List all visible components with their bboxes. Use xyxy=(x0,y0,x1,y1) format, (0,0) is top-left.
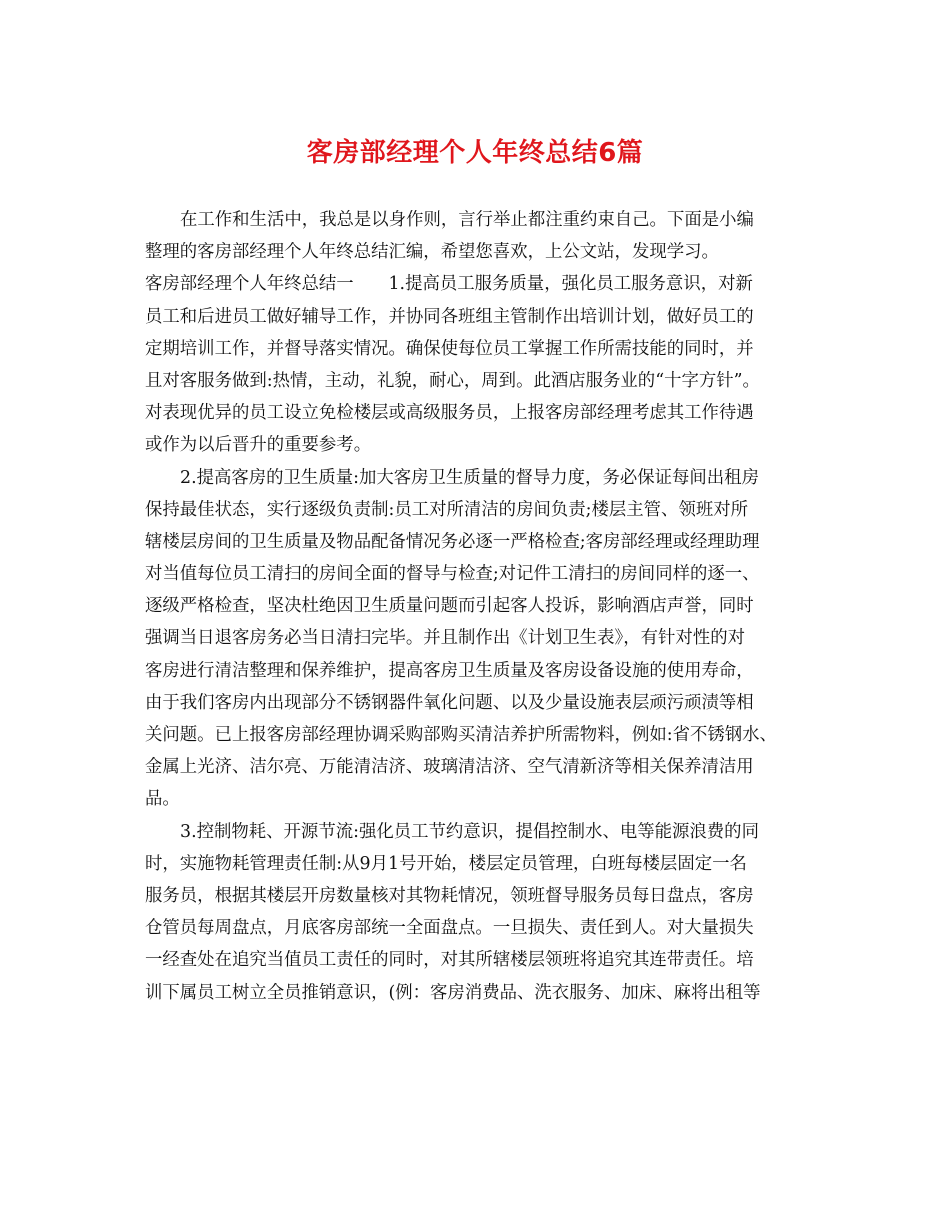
text-line: 2.提高客房的卫生质量:加大客房卫生质量的督导力度，务必保证每间出租房 xyxy=(180,467,759,488)
text-line: 保持最佳状态，实行逐级负责制:员工对所清洁的房间负责;楼层主管、领班对所 xyxy=(145,499,749,520)
text-line: 对表现优异的员工设立免检楼层或高级服务员，上报客房部经理考虑其工作待遇 xyxy=(145,403,754,424)
text-line: 逐级严格检查，坚决杜绝因卫生质量问题而引起客人投诉，影响酒店声誉，同时 xyxy=(145,596,754,617)
text-line: 客房进行清洁整理和保养维护，提高客房卫生质量及客房设备设施的使用寿命， xyxy=(145,660,754,681)
document-body xyxy=(145,204,815,1009)
text-line: 整理的客房部经理个人年终总结汇编，希望您喜欢，上公文站，发现学习。 xyxy=(145,242,719,263)
text-line: 由于我们客房内出现部分不锈钢器件氧化问题、以及少量设施表层顽污顽渍等相 xyxy=(145,692,754,713)
document-title: 客房部经理个人年终总结6篇 xyxy=(306,138,644,168)
text-line: 员工和后进员工做好辅导工作，并协同各班组主管制作出培训计划，做好员工的 xyxy=(145,306,754,327)
text-line: 仓管员每周盘点，月底客房部统一全面盘点。一旦损失、责任到人。对大量损失 xyxy=(145,918,754,939)
text-line: 客房部经理个人年终总结一 1.提高员工服务质量，强化员工服务意识，对新 xyxy=(145,274,753,295)
text-line: 品。 xyxy=(145,789,180,810)
text-line: 时，实施物耗管理责任制:从9月1号开始，楼层定员管理，白班每楼层固定一名 xyxy=(145,853,747,874)
text-line: 对当值每位员工清扫的房间全面的督导与检查;对记件工清扫的房间同样的逐一、 xyxy=(145,564,760,585)
text-line: 辖楼层房间的卫生质量及物品配备情况务必逐一严格检查;客房部经理或经理助理 xyxy=(145,531,760,552)
text-line: 强调当日退客房务必当日清扫完毕。并且制作出《计划卫生表》，有针对性的对 xyxy=(145,628,745,649)
text-line: 在工作和生活中，我总是以身作则，言行举止都注重约束自己。下面是小编 xyxy=(180,210,754,230)
text-line: 训下属员工树立全员推销意识，(例：客房消费品、洗衣服务、加床、麻将出租等 xyxy=(145,982,761,1003)
text-line: 服务员，根据其楼层开房数量核对其物耗情况，领班督导服务员每日盘点，客房 xyxy=(145,885,754,906)
text-line: 一经查处在追究当值员工责任的同时，对其所辖楼层领班将追究其连带责任。培 xyxy=(145,950,754,971)
text-line: 关问题。已上报客房部经理协调采购部购买清洁养护所需物料，例如:省不锈钢水、 xyxy=(145,725,777,745)
text-line: 或作为以后晋升的重要参考。 xyxy=(145,435,372,456)
text-line: 金属上光济、洁尔亮、万能清洁济、玻璃清洁济、空气清新济等相关保养清洁用 xyxy=(145,757,754,778)
text-line: 定期培训工作，并督导落实情况。确保使每位员工掌握工作所需技能的同时，并 xyxy=(145,338,754,359)
text-line: 且对客服务做到:热情，主动，礼貌，耐心，周到。此酒店服务业的“十字方针”。 xyxy=(145,370,760,391)
text-line: 3.控制物耗、开源节流:强化员工节约意识，提倡控制水、电等能源浪费的同 xyxy=(180,821,759,842)
